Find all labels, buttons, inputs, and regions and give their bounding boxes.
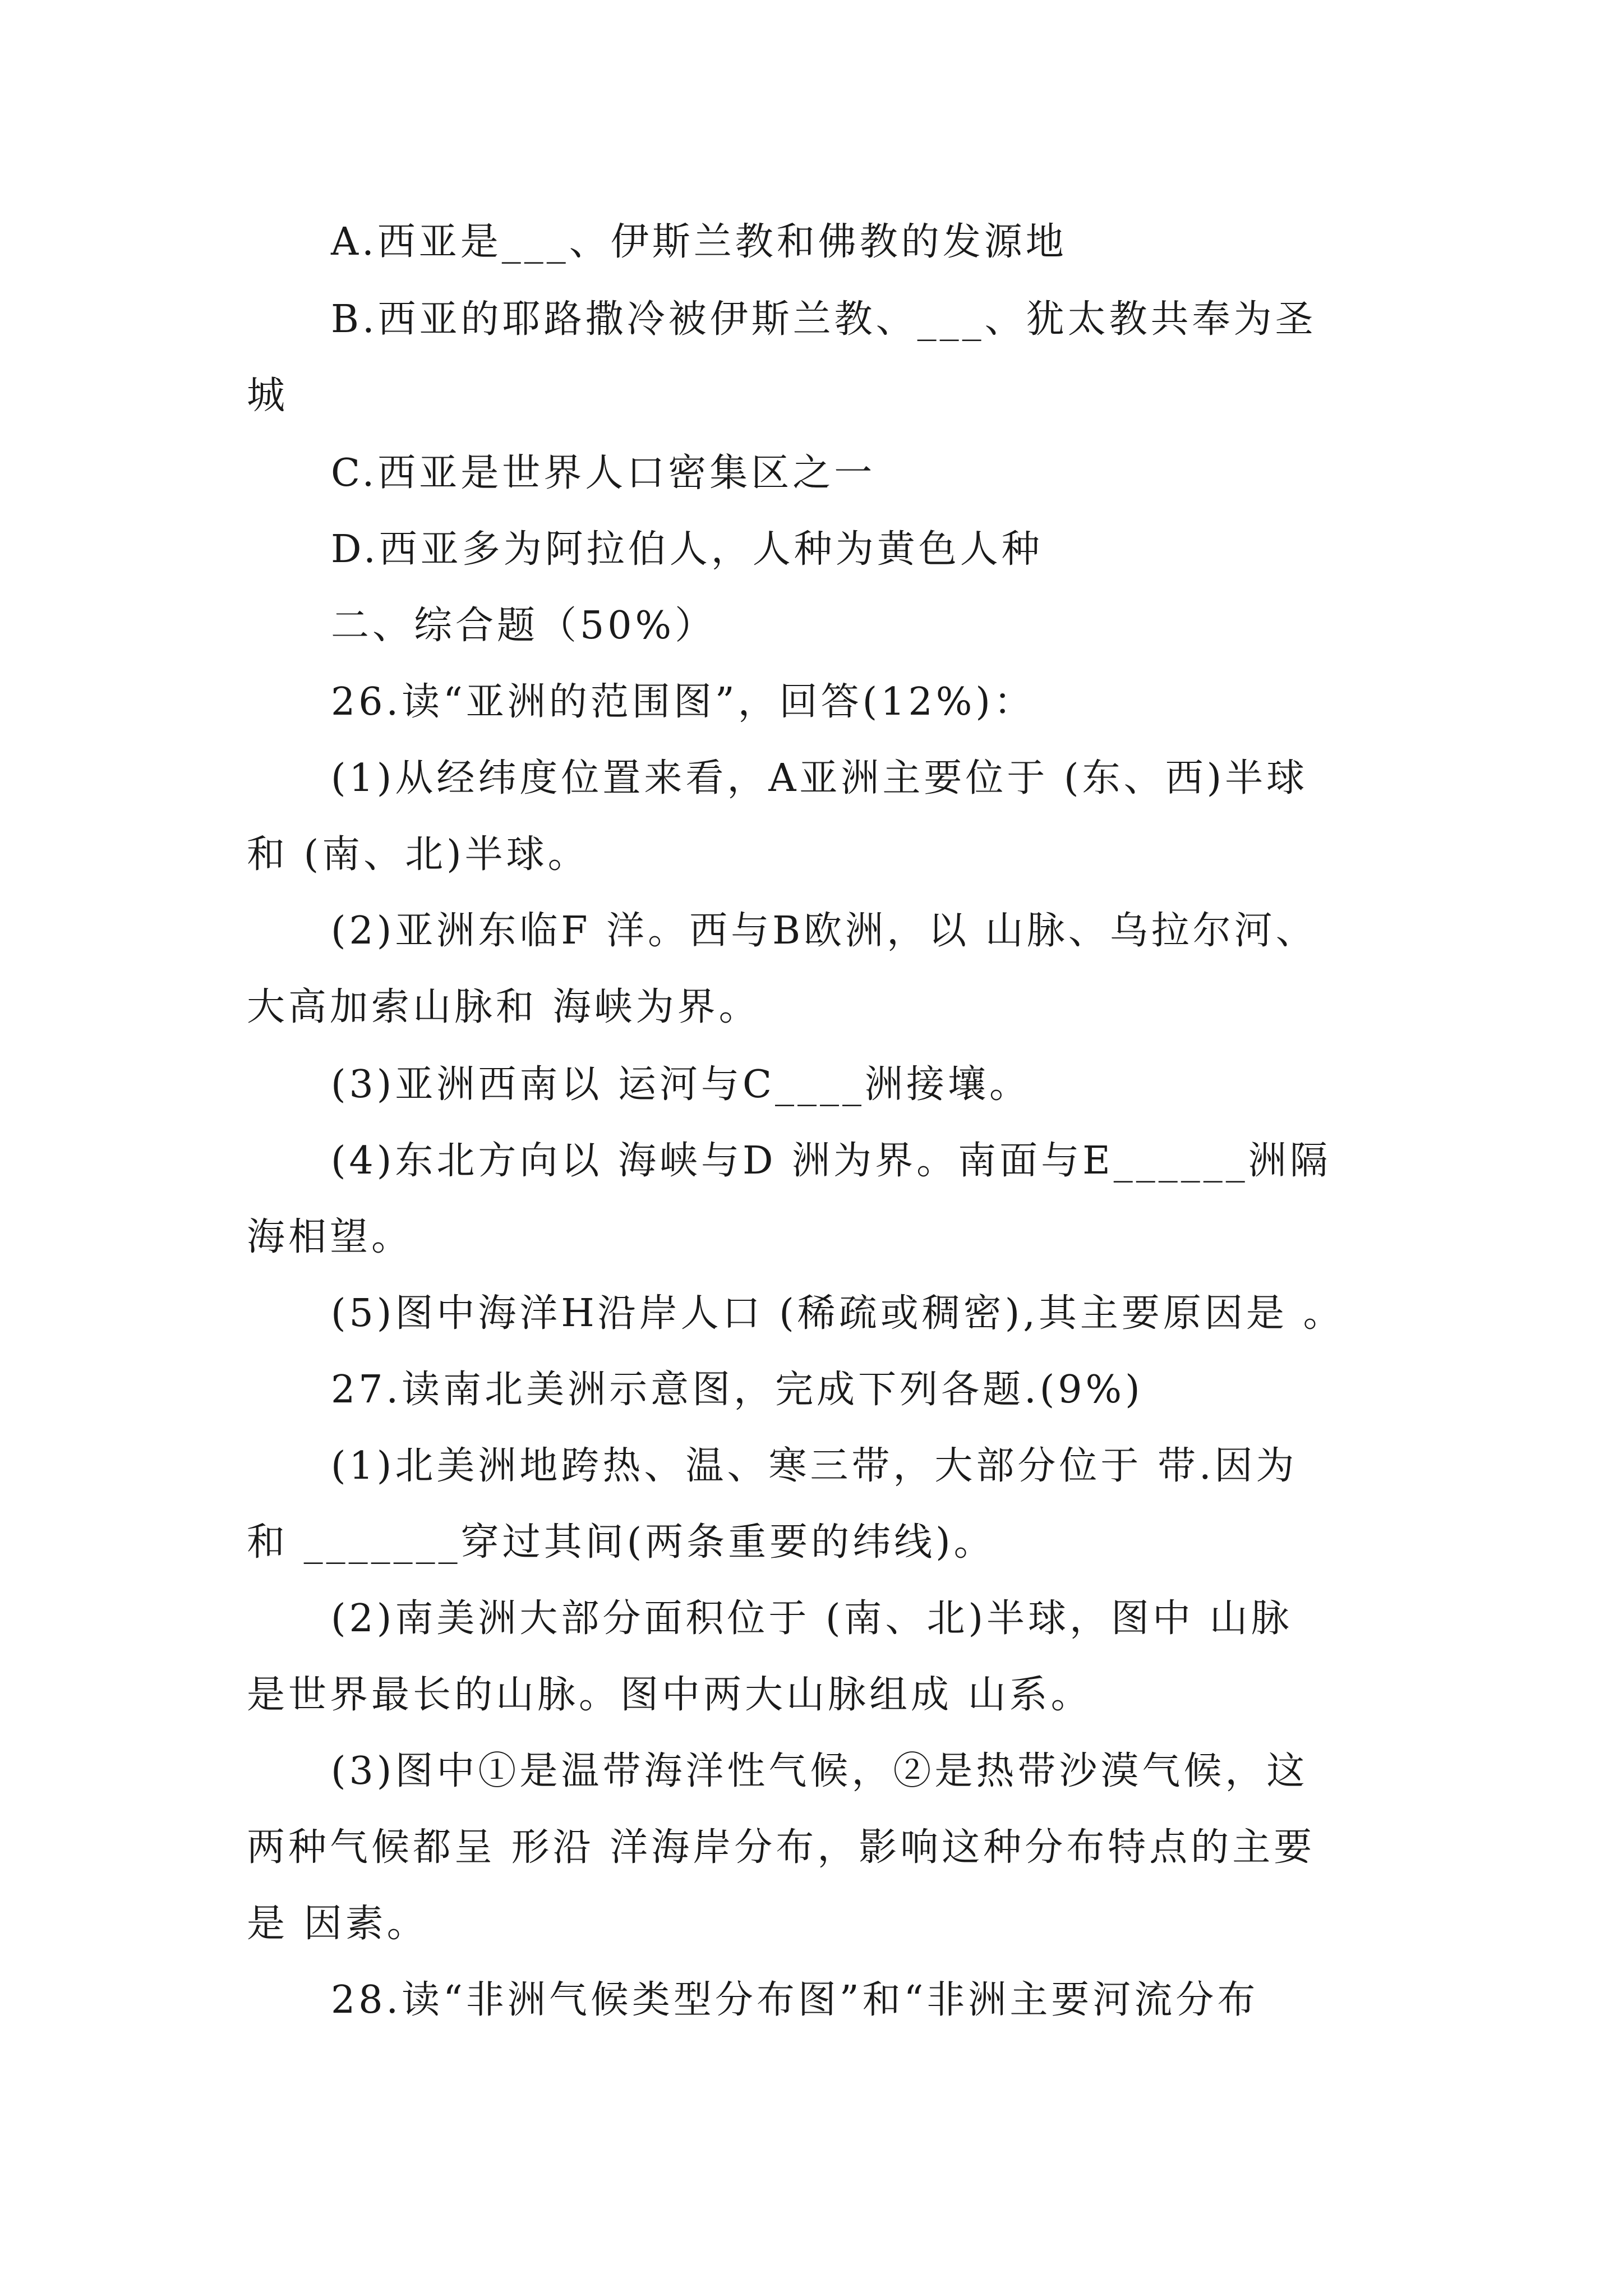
section-heading: 二、综合题（50%） (331, 604, 717, 648)
q26-part4-line: (4)东北方向以 海峡与D 洲为界。南面与E______洲隔 (331, 1139, 1331, 1183)
q26-part5-line: (5)图中海洋H沿岸人口 (稀疏或稠密),其主要原因是 。 (331, 1291, 1345, 1336)
q27-part2-line: (2)南美洲大部分面积位于 (南、北)半球，图中 山脉 (331, 1596, 1293, 1641)
question-28-title: 28.读“非洲气候类型分布图”和“非洲主要河流分布 (331, 1978, 1259, 2022)
option-c-line: C.西亚是世界人口密集区之一 (331, 451, 876, 495)
q26-part1-continuation: 和 (南、北)半球。 (247, 832, 589, 877)
q26-part3-line: (3)亚洲西南以 运河与C____洲接壤。 (331, 1062, 1031, 1107)
q27-part3-continuation-1: 两种气候都呈 形沿 洋海岸分布，影响这种分布特点的主要 (247, 1825, 1316, 1870)
option-d-line: D.西亚多为阿拉伯人，人种为黄色人种 (331, 527, 1043, 572)
question-26-title: 26.读“亚洲的范围图”，回答(12%)： (331, 680, 1035, 724)
q26-part2-continuation: 大高加索山脉和 海峡为界。 (247, 985, 760, 1029)
option-b-continuation: 城 (247, 374, 289, 418)
q27-part3-continuation-2: 是 因素。 (247, 1902, 428, 1946)
option-b-line: B.西亚的耶路撒冷被伊斯兰教、___、犹太教共奉为圣 (331, 297, 1317, 342)
option-a-line: A.西亚是___、伊斯兰教和佛教的发源地 (331, 220, 1067, 264)
q26-part1-line: (1)从经纬度位置来看，A亚洲主要位于 (东、西)半球 (331, 756, 1308, 800)
q27-part2-continuation: 是世界最长的山脉。图中两大山脉组成 山系。 (247, 1673, 1092, 1717)
q26-part2-line: (2)亚洲东临F 洋。西与B欧洲，以 山脉、乌拉尔河、 (331, 909, 1317, 953)
q27-part1-continuation: 和 _______穿过其间(两条重要的纬线)。 (247, 1520, 995, 1565)
q27-part1-line: (1)北美洲地跨热、温、寒三带，大部分位于 带.因为 (331, 1444, 1298, 1488)
q26-part4-continuation: 海相望。 (247, 1215, 413, 1259)
question-27-title: 27.读南北美洲示意图，完成下列各题.(9%) (331, 1368, 1144, 1412)
q27-part3-line: (3)图中①是温带海洋性气候，②是热带沙漠气候，这 (331, 1749, 1308, 1793)
